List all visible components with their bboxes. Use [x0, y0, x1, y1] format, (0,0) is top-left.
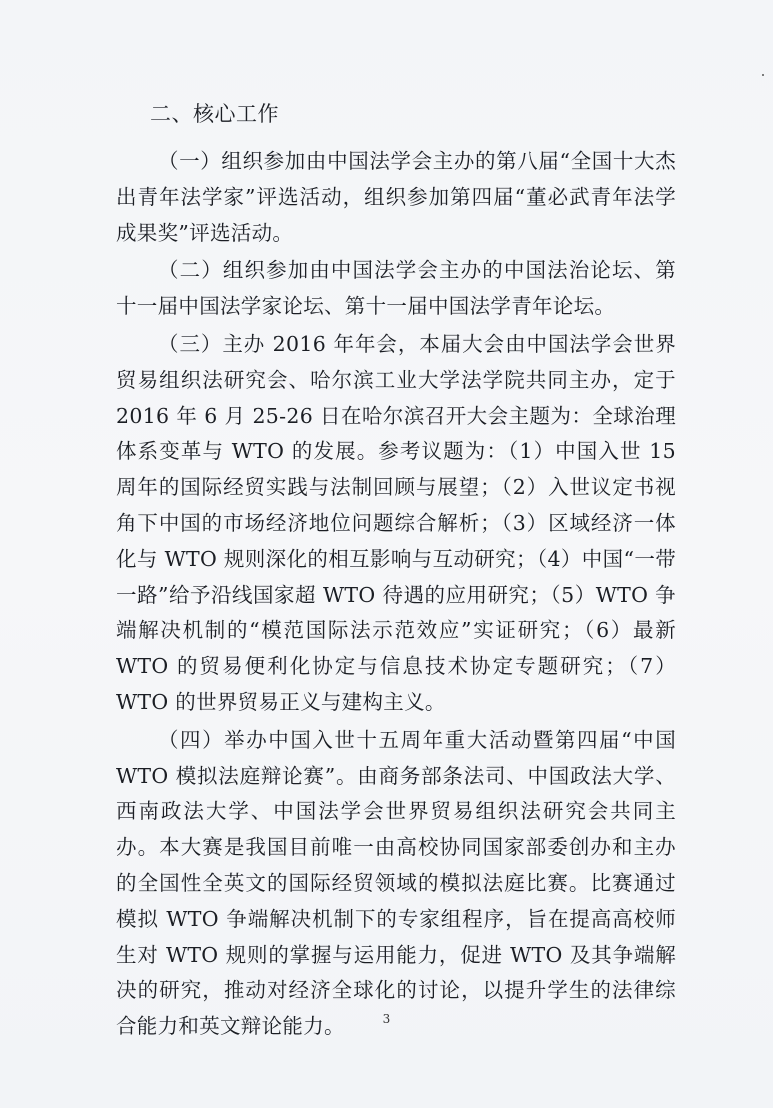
- document-body: [116, 92, 676, 1047]
- page-number: 3: [382, 1012, 391, 1026]
- paragraph-4: （四）举办中国入世十五周年重大活动暨第四届“中国 WTO 模拟法庭辩论赛”。由商务部条法司、中国政法大学、西南政法大学、中国法学会世界贸易组织法研究会共同主办。本大赛是我国目前唯一由高校协同国家部委创办和主办的全国性全英文的国际经贸领域的模拟法庭比赛。比赛通过模拟 WTO 争端解决机制下的专家组程序，旨在提高高校师生对 WTO 规则的掌握与运用能力，促进 WTO 及其争端解决的研究，推动对经济全球化的讨论，以提升学生的法律综合能力和英文辩论能力。: [116, 727, 676, 1039]
- paragraph-3: （三）主办 2016 年年会，本届大会由中国法学会世界贸易组织法研究会、哈尔滨工业大学法学院共同主办，定于 2016 年 6 月 25-26 日在哈尔滨召开大会主题为：全球治理体系变革与 WTO 的发展。参考议题为：（1）中国入世 15 周年的国际经贸实践与法制回顾与展望；（2）入世议定书视角下中国的市场经济地位问题综合解析；（3）区域经济一体化与 WTO 规则深化的相互影响与互动研究；（4）中国“一带一路”给予沿线国家超 WTO 待遇的应用研究；（5）WTO 争端解决机制的“模范国际法示范效应”实证研究；（6）最新 WTO 的贸易便利化协定与信息技术协定专题研究；（7）WTO 的世界贸易正义与建构主义。: [116, 331, 676, 714]
- section-heading: 二、核心工作: [150, 102, 279, 126]
- paragraph-1: （一）组织参加由中国法学会主办的第八届“全国十大杰出青年法学家”评选活动，组织参加第四届“董必武青年法学成果奖”评选活动。: [116, 149, 676, 245]
- paragraph-2: （二）组织参加由中国法学会主办的中国法治论坛、第十一届中国法学家论坛、第十一届中国法学青年论坛。: [116, 258, 676, 319]
- scan-speck: [762, 74, 764, 76]
